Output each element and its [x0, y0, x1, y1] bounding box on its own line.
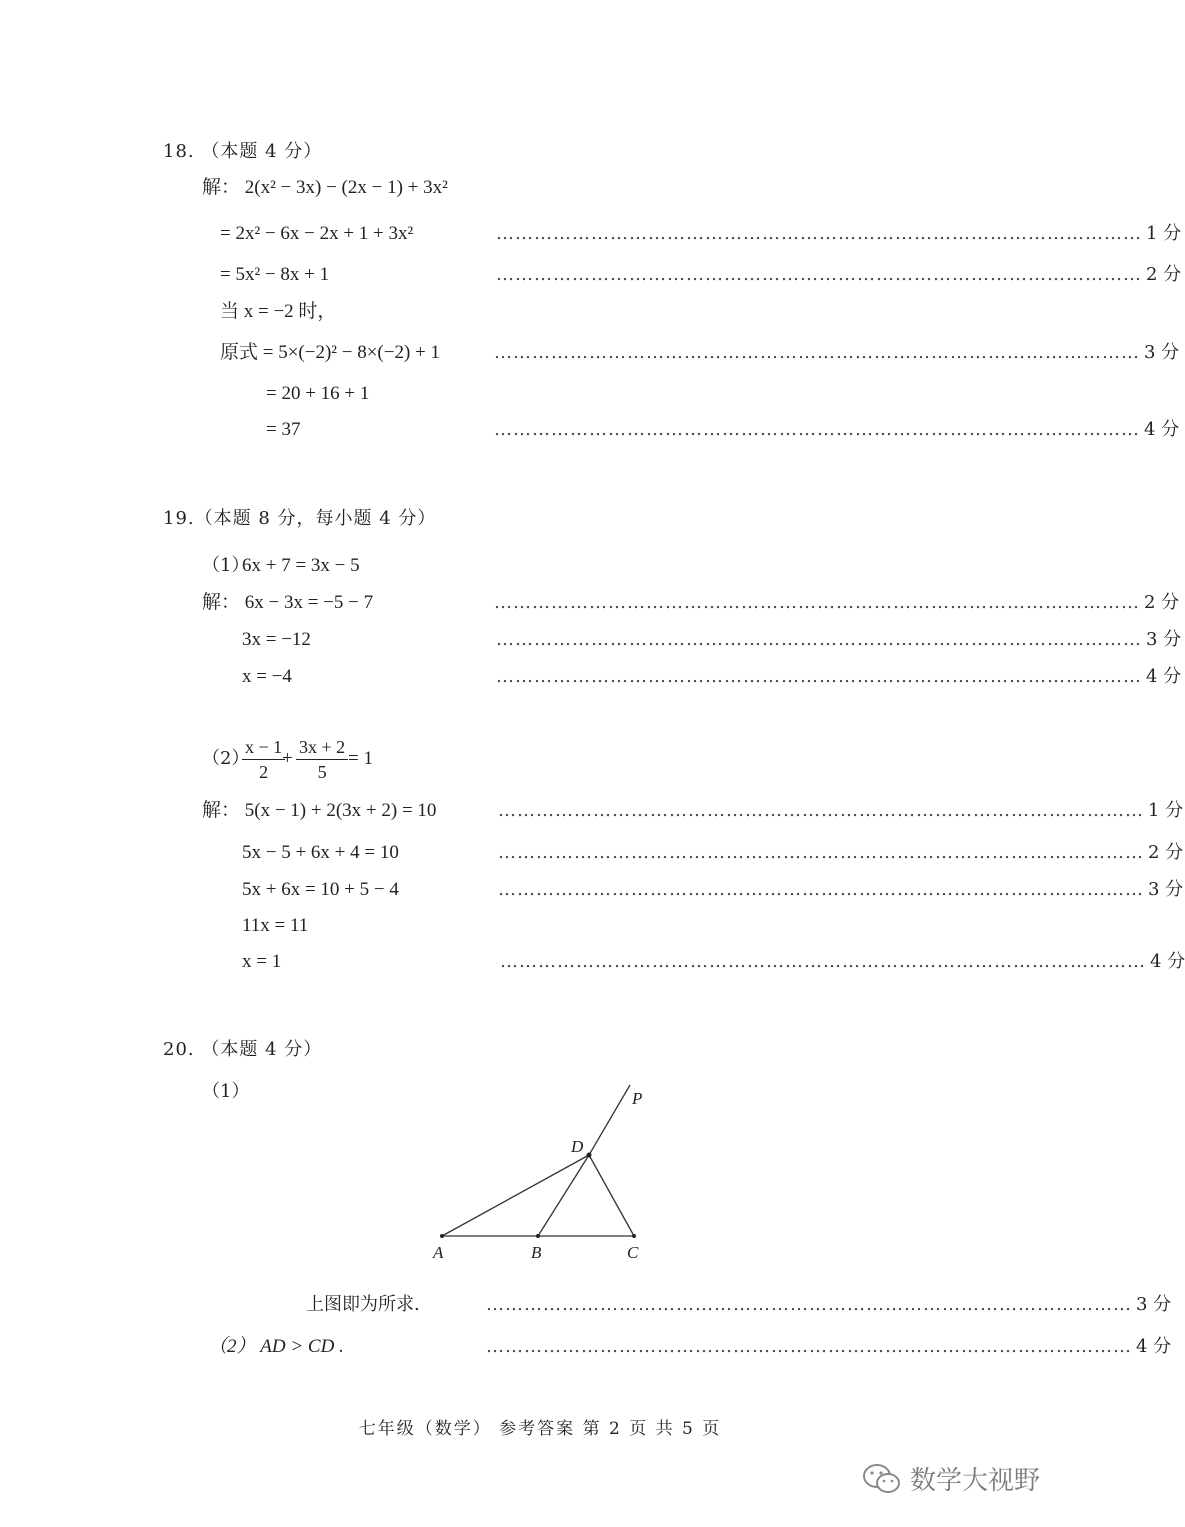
score-value: 1 分 — [1146, 223, 1182, 244]
score-value: 4 分 — [1146, 666, 1182, 687]
score-value: 4 分 — [1136, 1336, 1172, 1357]
point-A — [440, 1234, 444, 1238]
segment-BD — [538, 1155, 589, 1236]
dot-leader: ………………………………………………………………………………………… — [498, 842, 1144, 863]
score-value: 1 分 — [1148, 800, 1184, 821]
fraction-numerator: 3x + 2 — [296, 735, 348, 760]
q19-p2-fraction-1 — [242, 735, 285, 784]
q19-p2-rhs: = 1 — [348, 748, 373, 769]
fraction-numerator: x − 1 — [242, 735, 285, 760]
point-D — [587, 1153, 592, 1158]
score-value: 3 分 — [1148, 879, 1184, 900]
q19-header: 19.（本题 8 分，每小题 4 分） — [163, 508, 437, 529]
q19-p2-line-3: 5x + 6x = 10 + 5 − 4 — [242, 879, 399, 900]
q19-p2-line-2: 5x − 5 + 6x + 4 = 10 — [242, 842, 399, 863]
fraction-denominator: 2 — [259, 762, 269, 782]
q18-line-6: = 20 + 16 + 1 — [266, 383, 370, 404]
q18-line-2: = 2x² − 6x − 2x + 1 + 3x² — [220, 223, 414, 244]
q19-p1-score-row-3 — [496, 665, 1182, 689]
q19-p2-line-1: 解： 5(x − 1) + 2(3x + 2) = 10 — [202, 800, 437, 821]
q19-p2-score-row-3 — [498, 878, 1184, 902]
label-B: B — [531, 1243, 542, 1262]
score-value: 4 分 — [1144, 419, 1180, 440]
dot-leader: ………………………………………………………………………………………… — [494, 592, 1140, 613]
q18-header: 18. （本题 4 分） — [163, 141, 323, 162]
q20-score-row-2 — [486, 1335, 1172, 1359]
q18-score-row-3 — [494, 341, 1180, 365]
segment-CD — [589, 1155, 634, 1236]
q19-p1-line-1: 解： 6x − 3x = −5 − 7 — [202, 592, 374, 613]
q18-score-row-2 — [496, 263, 1182, 287]
q20-conclusion: 上图即为所求. — [306, 1294, 420, 1315]
q19-p2-score-row-5 — [500, 950, 1185, 974]
dot-leader: ………………………………………………………………………………………… — [486, 1336, 1132, 1357]
q20-score-row-1 — [486, 1293, 1172, 1317]
dot-leader: ………………………………………………………………………………………… — [494, 419, 1140, 440]
dot-leader: ………………………………………………………………………………………… — [498, 800, 1144, 821]
point-B — [536, 1234, 540, 1238]
watermark-text: 数学大视野 — [910, 1466, 1041, 1496]
label-D: D — [571, 1137, 584, 1156]
label-A: A — [433, 1243, 444, 1262]
dot-leader: ………………………………………………………………………………………… — [494, 342, 1140, 363]
dot-leader: ………………………………………………………………………………………… — [486, 1294, 1132, 1315]
page-footer: 七年级（数学） 参考答案 第 2 页 共 5 页 — [358, 1419, 722, 1439]
q19-p1-score-row-1 — [494, 591, 1180, 615]
point-C — [632, 1234, 636, 1238]
q19-p1-equation: 6x + 7 = 3x − 5 — [242, 555, 360, 576]
q20-p2-answer: （2） AD > CD . — [208, 1336, 344, 1357]
dot-leader: ………………………………………………………………………………………… — [500, 951, 1146, 972]
score-value: 2 分 — [1146, 264, 1182, 285]
dot-leader: ………………………………………………………………………………………… — [496, 264, 1142, 285]
score-value: 3 分 — [1146, 629, 1182, 650]
q19-p2-line-5: x = 1 — [242, 951, 282, 972]
dot-leader: ………………………………………………………………………………………… — [496, 223, 1142, 244]
q19-p1-score-row-2 — [496, 628, 1182, 652]
label-P: P — [632, 1089, 643, 1108]
q19-p2-score-row-2 — [498, 841, 1184, 865]
geometry-figure — [420, 1080, 660, 1265]
q20-header: 20. （本题 4 分） — [163, 1039, 323, 1060]
q18-line-4: 当 x = −2 时， — [220, 301, 337, 322]
score-value: 2 分 — [1144, 592, 1180, 613]
q19-p2-fraction-2 — [296, 735, 348, 784]
q19-p1-line-3: x = −4 — [242, 666, 292, 687]
q19-p2-label: （2） — [202, 748, 250, 769]
wechat-icon — [862, 1462, 902, 1496]
fraction-denominator: 5 — [317, 762, 327, 782]
ray-BP — [589, 1085, 630, 1155]
q18-line-5: 原式 = 5×(−2)² − 8×(−2) + 1 — [220, 342, 441, 363]
score-value: 4 分 — [1150, 951, 1185, 972]
score-value: 3 分 — [1136, 1294, 1172, 1315]
label-C: C — [627, 1243, 639, 1262]
watermark — [862, 1460, 1040, 1497]
dot-leader: ………………………………………………………………………………………… — [496, 666, 1142, 687]
dot-leader: ………………………………………………………………………………………… — [498, 879, 1144, 900]
q18-line-7: = 37 — [266, 419, 301, 440]
score-value: 2 分 — [1148, 842, 1184, 863]
q19-p1-line-2: 3x = −12 — [242, 629, 311, 650]
q19-p2-score-row-1 — [498, 799, 1184, 823]
q19-p1-label: （1） — [202, 555, 250, 576]
q18-line-1: 解： 2(x² − 3x) − (2x − 1) + 3x² — [202, 177, 448, 198]
q18-score-row-1 — [496, 222, 1182, 246]
q20-p1-label: （1） — [202, 1081, 250, 1102]
dot-leader: ………………………………………………………………………………………… — [496, 629, 1142, 650]
q19-p2-line-4: 11x = 11 — [242, 915, 309, 936]
q18-score-row-4 — [494, 418, 1180, 442]
segment-AD — [442, 1155, 589, 1236]
score-value: 3 分 — [1144, 342, 1180, 363]
q19-p2-plus: + — [282, 748, 293, 769]
q18-line-3: = 5x² − 8x + 1 — [220, 264, 330, 285]
